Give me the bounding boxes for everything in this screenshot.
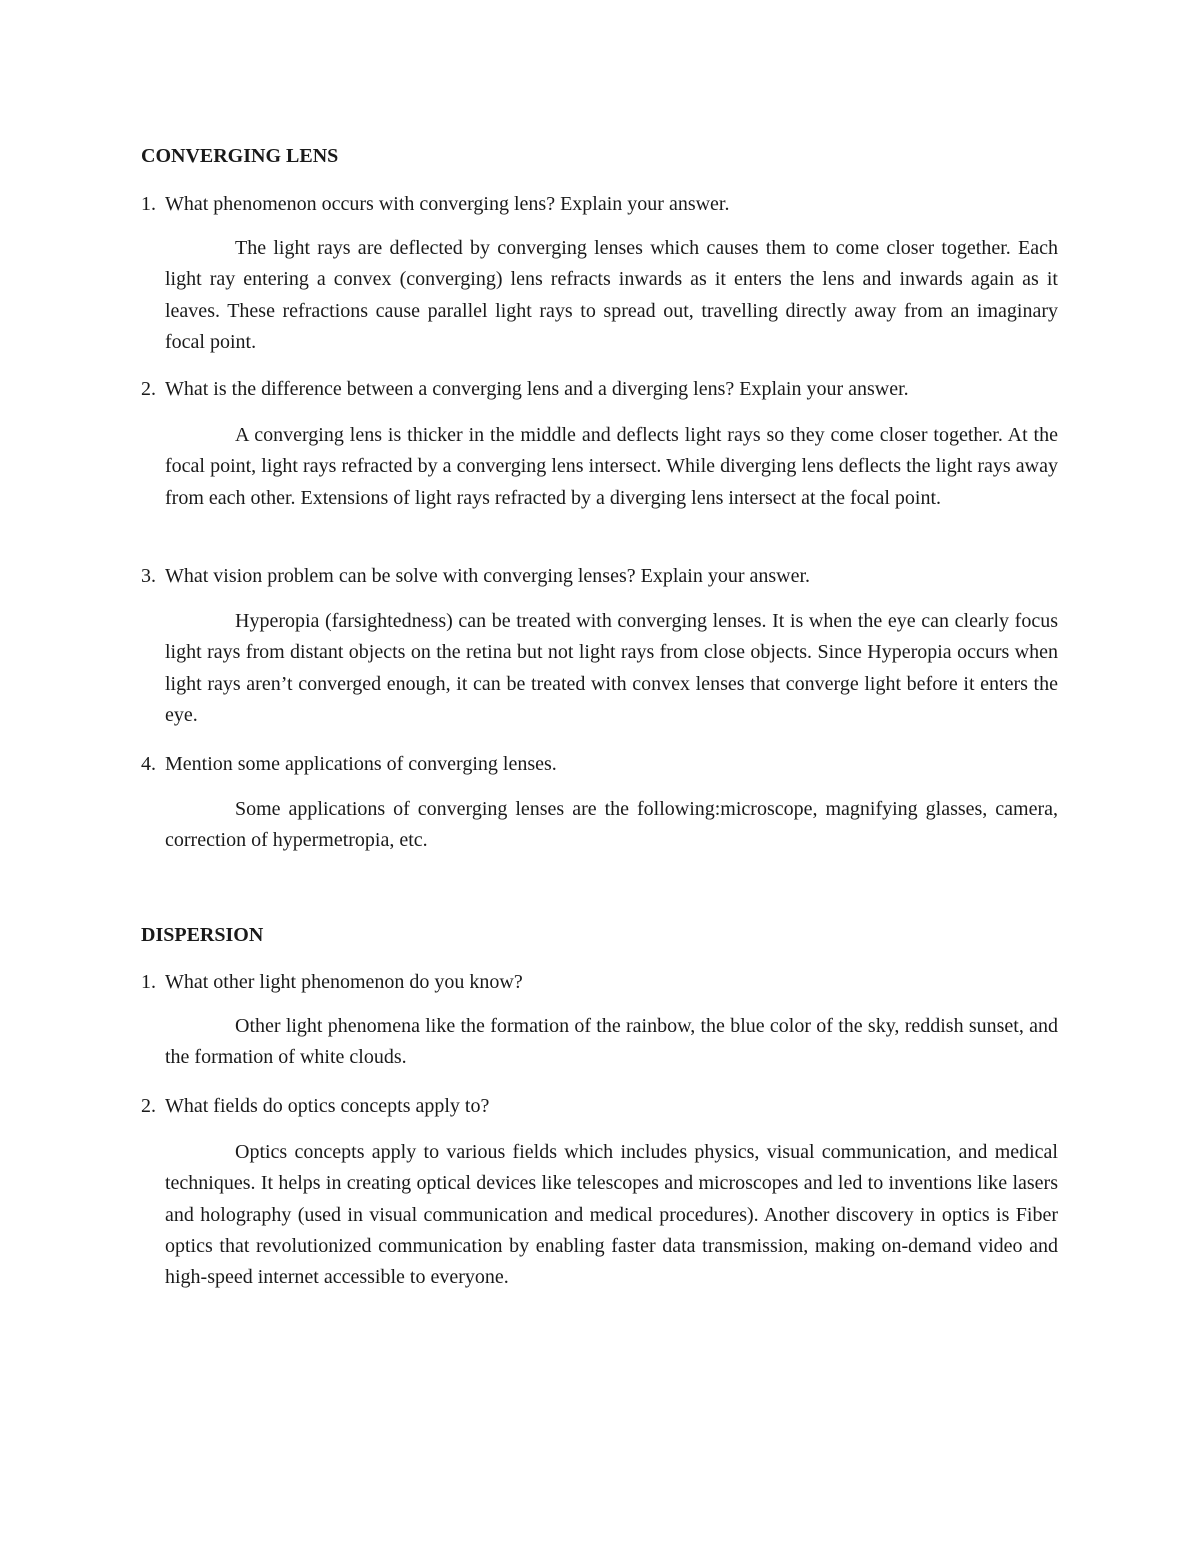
question-number: 2. [141, 1095, 156, 1117]
question-1 [141, 192, 1061, 216]
question-number: 1. [141, 193, 156, 215]
question-text: What fields do optics concepts apply to? [165, 1095, 490, 1117]
answer-2: A converging lens is thicker in the middle and deflects light rays so they come closer together. At the focal point, light rays refracted by a converging lens intersect. While diverging lens deflects the light rays away from each other. Extensions of light rays refracted by a diverging lens intersect at the focal point. [165, 424, 1058, 509]
answer-5: Other light phenomena like the formation of the rainbow, the blue color of the sky, reddish sunset, and the formation of white clouds. [165, 1015, 1058, 1069]
question-text: Mention some applications of converging lenses. [165, 753, 557, 775]
answer-1: The light rays are deflected by converging lenses which causes them to come closer together. Each light ray entering a convex (converging) lens refracts inwards as it enters the lens and inwards again as it leaves. These refractions cause parallel light rays to spread out, travelling directly away from an imaginary focal point. [165, 237, 1058, 353]
section-title-converging-lens: CONVERGING LENS [141, 145, 339, 167]
question-text: What other light phenomenon do you know? [165, 971, 523, 993]
question-number: 3. [141, 565, 156, 587]
question-3 [141, 564, 1061, 588]
question-6 [141, 1094, 1061, 1118]
question-text: What phenomenon occurs with converging lens? Explain your answer. [165, 193, 730, 215]
question-5 [141, 970, 1061, 994]
question-text: What vision problem can be solve with converging lenses? Explain your answer. [165, 565, 811, 587]
question-number: 2. [141, 378, 156, 400]
answer-6: Optics concepts apply to various fields which includes physics, visual communication, and medical techniques. It helps in creating optical devices like telescopes and microscopes and led to inventions like lasers and holography (used in visual communication and medical procedures). Another discovery in optics is Fiber optics that revolutionized communication by enabling faster data transmission, making on-demand video and high-speed internet accessible to everyone. [165, 1141, 1058, 1289]
answer-4: Some applications of converging lenses are the following:microscope, magnifying glasses, camera, correction of hypermetropia, etc. [165, 798, 1058, 852]
section-title-dispersion: DISPERSION [141, 924, 264, 946]
question-2 [141, 377, 1061, 401]
question-number: 4. [141, 753, 156, 775]
answer-3: Hyperopia (farsightedness) can be treated with converging lenses. It is when the eye can clearly focus light rays from distant objects on the retina but not light rays from close objects. Since Hyperopia occurs when light rays aren’t converged enough, it can be treated with convex lenses that converge light before it enters the eye. [165, 610, 1058, 726]
question-text: What is the difference between a converging lens and a diverging lens? Explain your answer. [165, 378, 909, 400]
question-4 [141, 752, 1061, 776]
question-number: 1. [141, 971, 156, 993]
